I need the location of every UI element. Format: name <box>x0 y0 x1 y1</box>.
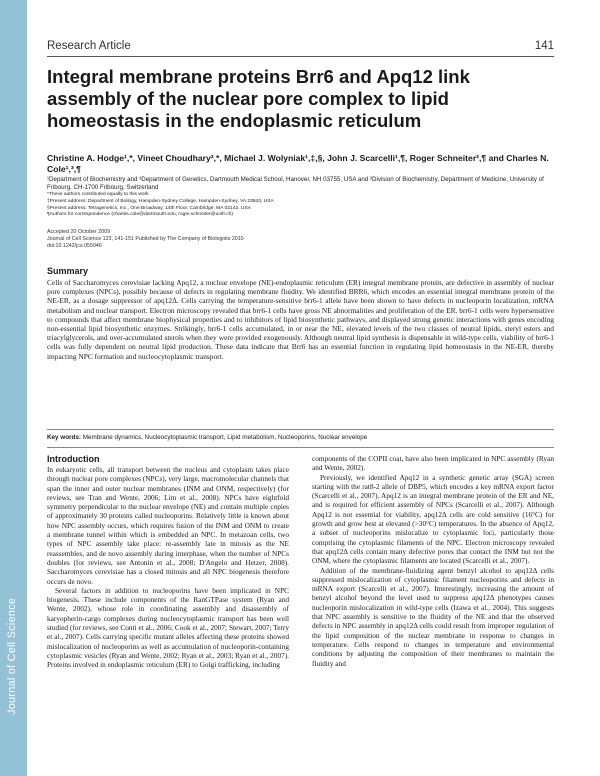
keywords-label: Key words: <box>47 434 81 441</box>
footnote-line: ‡Present address: Department of Biology, Hampden-Sydney College, Hampden-Sydney, VA 23943, USA <box>47 199 274 204</box>
column-right <box>312 454 554 668</box>
paragraph: Addition of the membrane-fluidizing agent benzyl alcohol to apq12Δ cells suppressed mislocalization of cytoplasmic filament nucleoporins and defects in mRNA export (Scarcelli et al., 2007). Interestingly, increasing the amount of benzyl alcohol beyond the level used to suppress apq12Δ phenotypes causes nucleoporin mislocalization in wild-type cells (Izawa et al., 2004). This suggests that NPC assembly is sensitive to the fluidity of the NE and that the observed defects in NPC assembly in apq12Δ cells could result from improper regulation of the lipid composition of the nuclear membrane in response to changes in temperature. Cells respond to changes in temperature and environmental conditions by adjusting the composition of their membranes to maintain the fluidity and <box>312 565 554 668</box>
footnote-line: ¶Authors for correspondence (charles.cole@dartmouth.edu; roger.schneiter@unifr.ch) <box>47 212 233 218</box>
paragraph: Previously, we identified Apq12 in a synthetic genetic array (SGA) screen starting with the rat8-2 allele of DBP5, which encodes a key mRNA export factor (Scarcelli et al., 2007). Apq12 is an integral membrane protein of the ER and NE, and is required for efficient assembly of NPCs (Scarcelli et al., 2007). Although Apq12 is not essential for viability, apq12Δ cells are cold sensitive (16°C) for growth and grow best at elevated (>30°C) temperatures. In the absence of Apq12, a subset of nucleoporins mislocalize to cytoplasmic foci, particularly those comprising the cytoplasmic filaments of the NPC. Electron microscopy revealed that apq12Δ cells contain many defective pores that contact the INM but not the ONM, where the cytoplasmic filaments are located (Scarcelli et al., 2007). <box>312 472 554 566</box>
summary-text: Cells of Saccharomyces cerevisiae lacking Apq12, a nuclear envelope (NE)-endoplasmic reticulum (ER) integral membrane protein, are defective in assembly of nuclear pore complexes (NPCs), possibly because of defects in regulating membrane fluidity. We identified BRR6, which encodes an essential integral membrane protein of the NE-ER, as a dosage suppressor of apq12Δ. Cells carrying the temperature-sensitive brr6-1 allele have been shown to have defects in nucleoporin localization, mRNA metabolism and nuclear transport. Electron microscopy revealed that brr6-1 cells have gross NE abnormalities and proliferation of the ER. brr6-1 cells were hypersensitive to compounds that affect membrane biophysical properties and to inhibitors of lipid biosynthetic pathways, and displayed strong genetic interactions with genes encoding non-essential lipid biosynthetic enzymes. Strikingly, brr6-1 cells accumulated, in or near the NE, elevated levels of the two classes of neutral lipids, steryl esters and triacylglycerols, and over-accumulated sterols when they were provided exogenously. Although neutral lipid synthesis is dispensable in wild-type cells, viability of brr6-1 cells was fully dependent on neutral lipid production. These data indicate that Brr6 has an essential function in regulating lipid homeostasis in the NE-ER, thereby impacting NPC formation and nucleocytoplasmic transport. <box>47 278 554 361</box>
header-rule <box>47 56 554 57</box>
journal-name: Journal of Cell Science <box>6 597 18 715</box>
journal-name-vertical <box>6 565 22 715</box>
running-header <box>47 40 554 54</box>
paragraph: components of the COPII coat, have also been implicated in NPC assembly (Ryan and Wente, 2002). <box>312 454 554 473</box>
footnote-line: *These authors contributed equally to this work <box>47 192 149 198</box>
publication-info <box>47 229 554 250</box>
footnote-line: §Present address: Tetragenetics, Inc., One Broadway, 14th Floor, Cambridge, MA 02142, USA <box>47 205 251 211</box>
keywords-rule-bottom <box>47 447 554 448</box>
author-list: Christine A. Hodge¹,*, Vineet Choudhary²,*, Michael J. Wolyniak¹,‡,§, John J. Scarcelli¹,¶, Roger Schneiter²,¶ and Charles N. Cole¹,³,¶ <box>47 153 549 174</box>
affiliation-line: ¹Department of Biochemistry and ³Department of Genetics, Dartmouth Medical School, Hanover, NH 03755, USA and ²Division of Biochemistry, Department of Medicine, University of Fribourg, CH-1700 Fribourg, Switzerland <box>47 176 544 192</box>
paragraph: Several factors in addition to nucleoporins have been implicated in NPC biogenesis. These include components of the RanGTPase system (Ryan and Wente, 2002), whose role in coordinating assembly and disassembly of karyopherin-cargo complexes during nucleocytoplasmic transport has been well studied (for reviews, see Conti et al., 2006; Cook et al., 2007; Stewart, 2007; Terry et al., 2007). Cells carrying specific mutant alleles affecting these proteins showed mislocalization of nucleoporins as well as accumulation of nucleoporin-containing cytoplasmic vesicles (Ryan and Wente, 2002; Ryan et al., 2003; Ryan et al., 2007). Proteins involved in endoplasmic reticulum (ER) to Golgi trafficking, including <box>47 585 289 670</box>
introduction-heading: Introduction <box>47 454 100 464</box>
journal-sidebar <box>0 0 27 776</box>
article-type: Research Article <box>47 40 131 52</box>
doi: doi:10.1242/jcs.055046 <box>47 243 102 249</box>
paragraph: In eukaryotic cells, all transport between the nucleus and cytoplasm takes place through nuclear pore complexes (NPCs), very large, macromolecular channels that span the inner and outer nuclear membranes (INM and ONM, respectively) (for reviews, see Tran and Wente, 2006; Lim et al., 2008). NPCs have eightfold symmetry perpendicular to the nuclear envelope (NE) and contain multiple copies of approximately 30 proteins called nucleoporins. Relatively little is known about how NPC assembly occurs, which requires fusion of the INM and ONM to create a membrane tunnel within which is embedded an NPC. In metazoan cells, two types of NPC assembly take place: re-assembly late in mitosis as the NE reassembles, and de novo assembly during interphase, when the number of NPCs doubles (for reviews, see Antonin et al., 2008; D'Angelo and Hetzer, 2008). Saccharomyces cerevisiae has a closed mitosis and all NPC biogenesis therefore occurs de novo. <box>47 465 289 586</box>
accepted-date: Accepted 20 October 2009 <box>47 229 111 235</box>
column-left-body <box>47 465 289 670</box>
keywords-rule-top <box>47 429 554 430</box>
column-left <box>47 454 289 670</box>
summary-heading: Summary <box>47 266 89 276</box>
article-title: Integral membrane proteins Brr6 and Apq12 link assembly of the nuclear pore complex to lipid homeostasis in the endoplasmic reticulum <box>47 66 470 131</box>
keywords <box>47 434 554 442</box>
journal-citation: Journal of Cell Science 123, 141-151 Published by The Company of Biologists 2010 <box>47 236 244 242</box>
keywords-text: Membrane dynamics, Nucleocytoplasmic transport, Lipid metabolism, Nucleoporins, Nuclear envelope <box>82 434 368 441</box>
affiliations <box>47 176 554 219</box>
page-number: 141 <box>534 40 554 52</box>
